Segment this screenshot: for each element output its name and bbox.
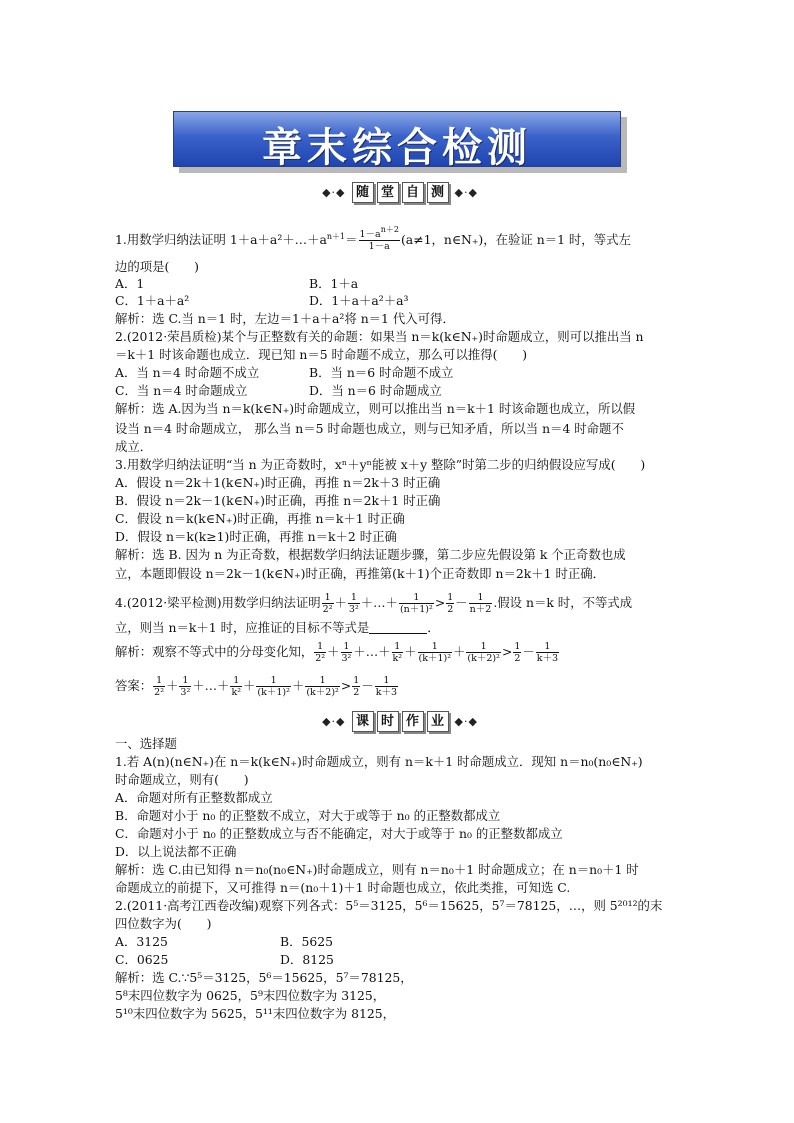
question-4-line2: 立，则当 n＝k＋1 时，应推证的目标不等式是 ． [115,620,440,635]
q4-frac: $\frac{1}{2}$ [447,592,454,615]
q3-option-c: C．假设 n＝k(k∈N₊)时正确，再推 n＝k＋1 时正确 [115,511,405,526]
question-2-line2: ＝k＋1 时该命题也成立．现已知 n＝5 时命题不成立，那么可以推得( ) [115,347,528,362]
section-title-char: 时 [377,711,399,732]
q4-frac: $\frac{1}{\text{k²}}$ [231,675,242,698]
q4-frac: $\frac{1}{\text{(k＋2)²}}$ [306,675,339,698]
q4-frac: $\frac{1}{2}$ [514,641,521,664]
q3-option-a: A．假设 n＝2k＋1(k∈N₊)时正确，再推 n＝2k＋3 时正确 [115,475,441,490]
q1-option-b: B．1＋a [309,276,359,291]
diamond-ornament-icon: ◆·◆ [454,185,478,199]
q3-analysis-line2: 立，本题即假设 n＝2k－1(k∈N₊)时正确，再推第(k＋1)个正奇数即 n＝2k＋1 时正确． [115,566,606,581]
q4-analysis: 解析：观察不等式中的分母变化知， $\frac{1}{\text{2²}}$ ＋ $\frac{1}{\text{3²}}$ ＋…＋ $\frac{1}{\text{k²}}$ ＋ $\frac{1}{\text{(k＋1)²}}$ ＋ $\frac{1}{\text{(k＋2)²}}$ > $\frac{1}{2}$ － $\frac{1}{k+3}$ [115,641,559,664]
hw-q2-option-d: D．8125 [280,952,334,967]
section-header-homework [310,710,490,732]
question-2-line1: 2.(2012·荣昌质检)某个与正整数有关的命题：如果当 n＝k(k∈N₊)时命题成立，则可以推出当 n [115,329,644,344]
q2-analysis-line1: 解析：选 A.因为当 n＝k(k∈N₊)时命题成立，则可以推出当 n＝k＋1 时该命题也成立，所以假 [115,401,636,416]
hw-question-2-line2: 四位数字为( ) [115,916,212,931]
q1-option-a: A．1 [115,276,145,291]
q4-frac: $\frac{1}{\text{(k＋1)²}}$ [257,675,290,698]
q2-option-b: B．当 n＝6 时命题不成立 [309,365,454,380]
q4-frac: $\frac{1}{\text{2²}}$ [154,675,165,698]
hw-q2-option-c: C．0625 [115,952,169,967]
section-title [352,182,449,203]
q3-analysis-line1: 解析：选 B. 因为 n 为正奇数，根据数学归纳法证题步骤，第二步应先假设第 k 个正奇数也成 [115,547,626,562]
hw-question-1-line2: 时命题成立，则有( ) [115,772,249,787]
chapter-banner [173,111,621,171]
q1-fraction [359,225,400,252]
q1-frac-denominator: 1－a [368,241,390,252]
q1-exponent: n＋1 [326,232,346,241]
section-title [352,711,449,732]
section-title-char: 随 [352,182,374,203]
q4-suffix: .假设 n＝k 时，不等式成 [493,595,633,610]
question-1-stem [115,225,631,252]
q4-frac: $\frac{1}{k+3}$ [375,675,398,698]
q4-frac: $\frac{1}{\text{(k＋2)²}}$ [467,641,500,664]
section-title-char: 作 [402,711,424,732]
section-title-char: 业 [427,711,449,732]
question-1-stem-line2: 边的项是( ) [115,259,200,274]
hw-q1-option-b: B．命题对小于 n₀ 的正整数不成立，对大于或等于 n₀ 的正整数都成立 [115,808,501,823]
q4-frac: $\frac{1}{\text{(k＋1)²}}$ [418,641,452,664]
q1-equals: ＝ [345,232,358,247]
q4-frac: $\frac{1}{\text{3²}}$ [348,592,359,615]
hw-q2-analysis-line2: 5⁸末四位数字为 0625，5⁹末四位数字为 3125， [115,988,386,1003]
q2-option-c: C．当 n＝4 时命题成立 [115,383,248,398]
hw-q2-option-b: B．5625 [280,934,334,949]
q2-analysis-line3: 成立． [115,439,153,454]
q1-frac-numerator: 1－a [359,229,381,240]
section-title-char: 自 [402,182,424,203]
section-header-classroom [310,181,490,203]
q4-answer: 答案： $\frac{1}{\text{2²}}$ ＋ $\frac{1}{\text{3²}}$ ＋…＋ $\frac{1}{\text{k²}}$ ＋ $\frac{1}{\text{(k＋1)²}}$ ＋ $\frac{1}{\text{(k＋2)²}}$ > $\frac{1}{2}$ － $\frac{1}{k+3}$ [115,675,398,698]
hw-q2-analysis-line3: 5¹⁰末四位数字为 5625，5¹¹末四位数字为 8125， [115,1006,396,1021]
diamond-ornament-icon: ◆·◆ [454,714,478,728]
diamond-ornament-icon: ◆·◆ [322,714,346,728]
q2-option-d: D．当 n＝6 时命题成立 [309,383,442,398]
question-3-line1: 3.用数学归纳法证明“当 n 为正奇数时，xⁿ＋yⁿ能被 x＋y 整除”时第二步的归纳假设应写成( ) [115,457,646,472]
q3-option-b: B．假设 n＝2k－1(k∈N₊)时正确，再推 n＝2k＋1 时正确 [115,493,441,508]
q4-frac: $\frac{1}{\text{3²}}$ [341,641,352,664]
hw-q1-option-d: D．以上说法都不正确 [115,844,237,859]
hw-q1-analysis-line2: 命题成立的前提下，又可推得 n＝(n₀＋1)＋1 时命题也成立，依此类推，可知选 C. [115,880,571,895]
hw-q1-option-a: A．命题对所有正整数都成立 [115,790,273,805]
hw-q2-option-a: A．3125 [115,934,168,949]
q1-stem-part: 1.用数学归纳法证明 1＋a＋a²＋…＋a [115,232,327,247]
q4-frac: $\frac{1}{k+3}$ [536,641,559,664]
q1-analysis: 解析：选 C.当 n＝1 时，左边＝1＋a＋a²将 n＝1 代入可得． [115,311,455,326]
answer-blank [369,621,427,634]
q1-option-c: C．1＋a＋a² [115,293,190,308]
hw-question-1-line1: 1.若 A(n)(n∈N₊)在 n＝k(k∈N₊)时命题成立，则有 n＝k＋1 时命题成立．现知 n＝n₀(n₀∈N₊) [115,754,643,769]
q4-frac: $\frac{1}{n+2}$ [469,592,492,615]
q4-prefix: 4.(2012·梁平检测)用数学归纳法证明 [115,595,321,610]
section-title-char: 课 [352,711,374,732]
q2-option-a: A．当 n＝4 时命题不成立 [115,365,260,380]
diamond-ornament-icon: ◆·◆ [322,185,346,199]
section-title-char: 堂 [377,182,399,203]
hw-q1-option-c: C．命题对小于 n₀ 的正整数成立与否不能确定，对大于或等于 n₀ 的正整数都成立 [115,826,563,841]
q1-frac-exponent: n＋2 [380,225,399,234]
q4-frac: $\frac{1}{\text{(n＋1)²}}$ [399,592,433,615]
q4-frac: $\frac{1}{\text{k²}}$ [392,641,403,664]
hw-q1-analysis-line1: 解析：选 C.由已知得 n＝n₀(n₀∈N₊)时命题成立，则有 n＝n₀＋1 时命题成立；在 n＝n₀＋1 时 [115,862,639,877]
q1-stem-part: (a≠1，n∈N₊)，在验证 n＝1 时，等式左 [400,232,631,247]
q4-frac: $\frac{1}{\text{3²}}$ [180,675,191,698]
q4-frac: $\frac{1}{2}$ [353,675,360,698]
q4-frac: $\frac{1}{\text{2²}}$ [315,641,326,664]
q3-option-d: D．假设 n＝k(k≥1)时正确，再推 n＝k＋2 时正确 [115,529,397,544]
q2-analysis-line2: 设当 n＝4 时命题成立， 那么当 n＝5 时命题也成立，则与已知矛盾，所以当 n＝4 时命题不 [115,421,624,436]
hw-question-2-line1: 2.(2011·高考江西卷改编)观察下列各式：5⁵＝3125，5⁶＝15625，5⁷＝78125，…，则 5²⁰¹²的末 [115,898,663,913]
hw-q2-analysis-line1: 解析：选 C.∵5⁵＝3125，5⁶＝15625，5⁷＝78125， [115,970,413,985]
q4-frac: $\frac{1}{\text{2²}}$ [322,592,333,615]
homework-heading: 一、选择题 [115,736,177,751]
section-title-char: 测 [427,182,449,203]
question-4-line1: 4.(2012·梁平检测)用数学归纳法证明 $\frac{1}{\text{2²}}$ ＋ $\frac{1}{\text{3²}}$ ＋…＋ $\frac{1}{\text{(n＋1)²}}$ > $\frac{1}{2}$ － $\frac{1}{n+2}$ .假设 n＝k 时，不等式成 [115,592,633,615]
chapter-title: 章末综合检测 [262,124,532,171]
q1-option-d: D．1＋a＋a²＋a³ [309,293,409,308]
